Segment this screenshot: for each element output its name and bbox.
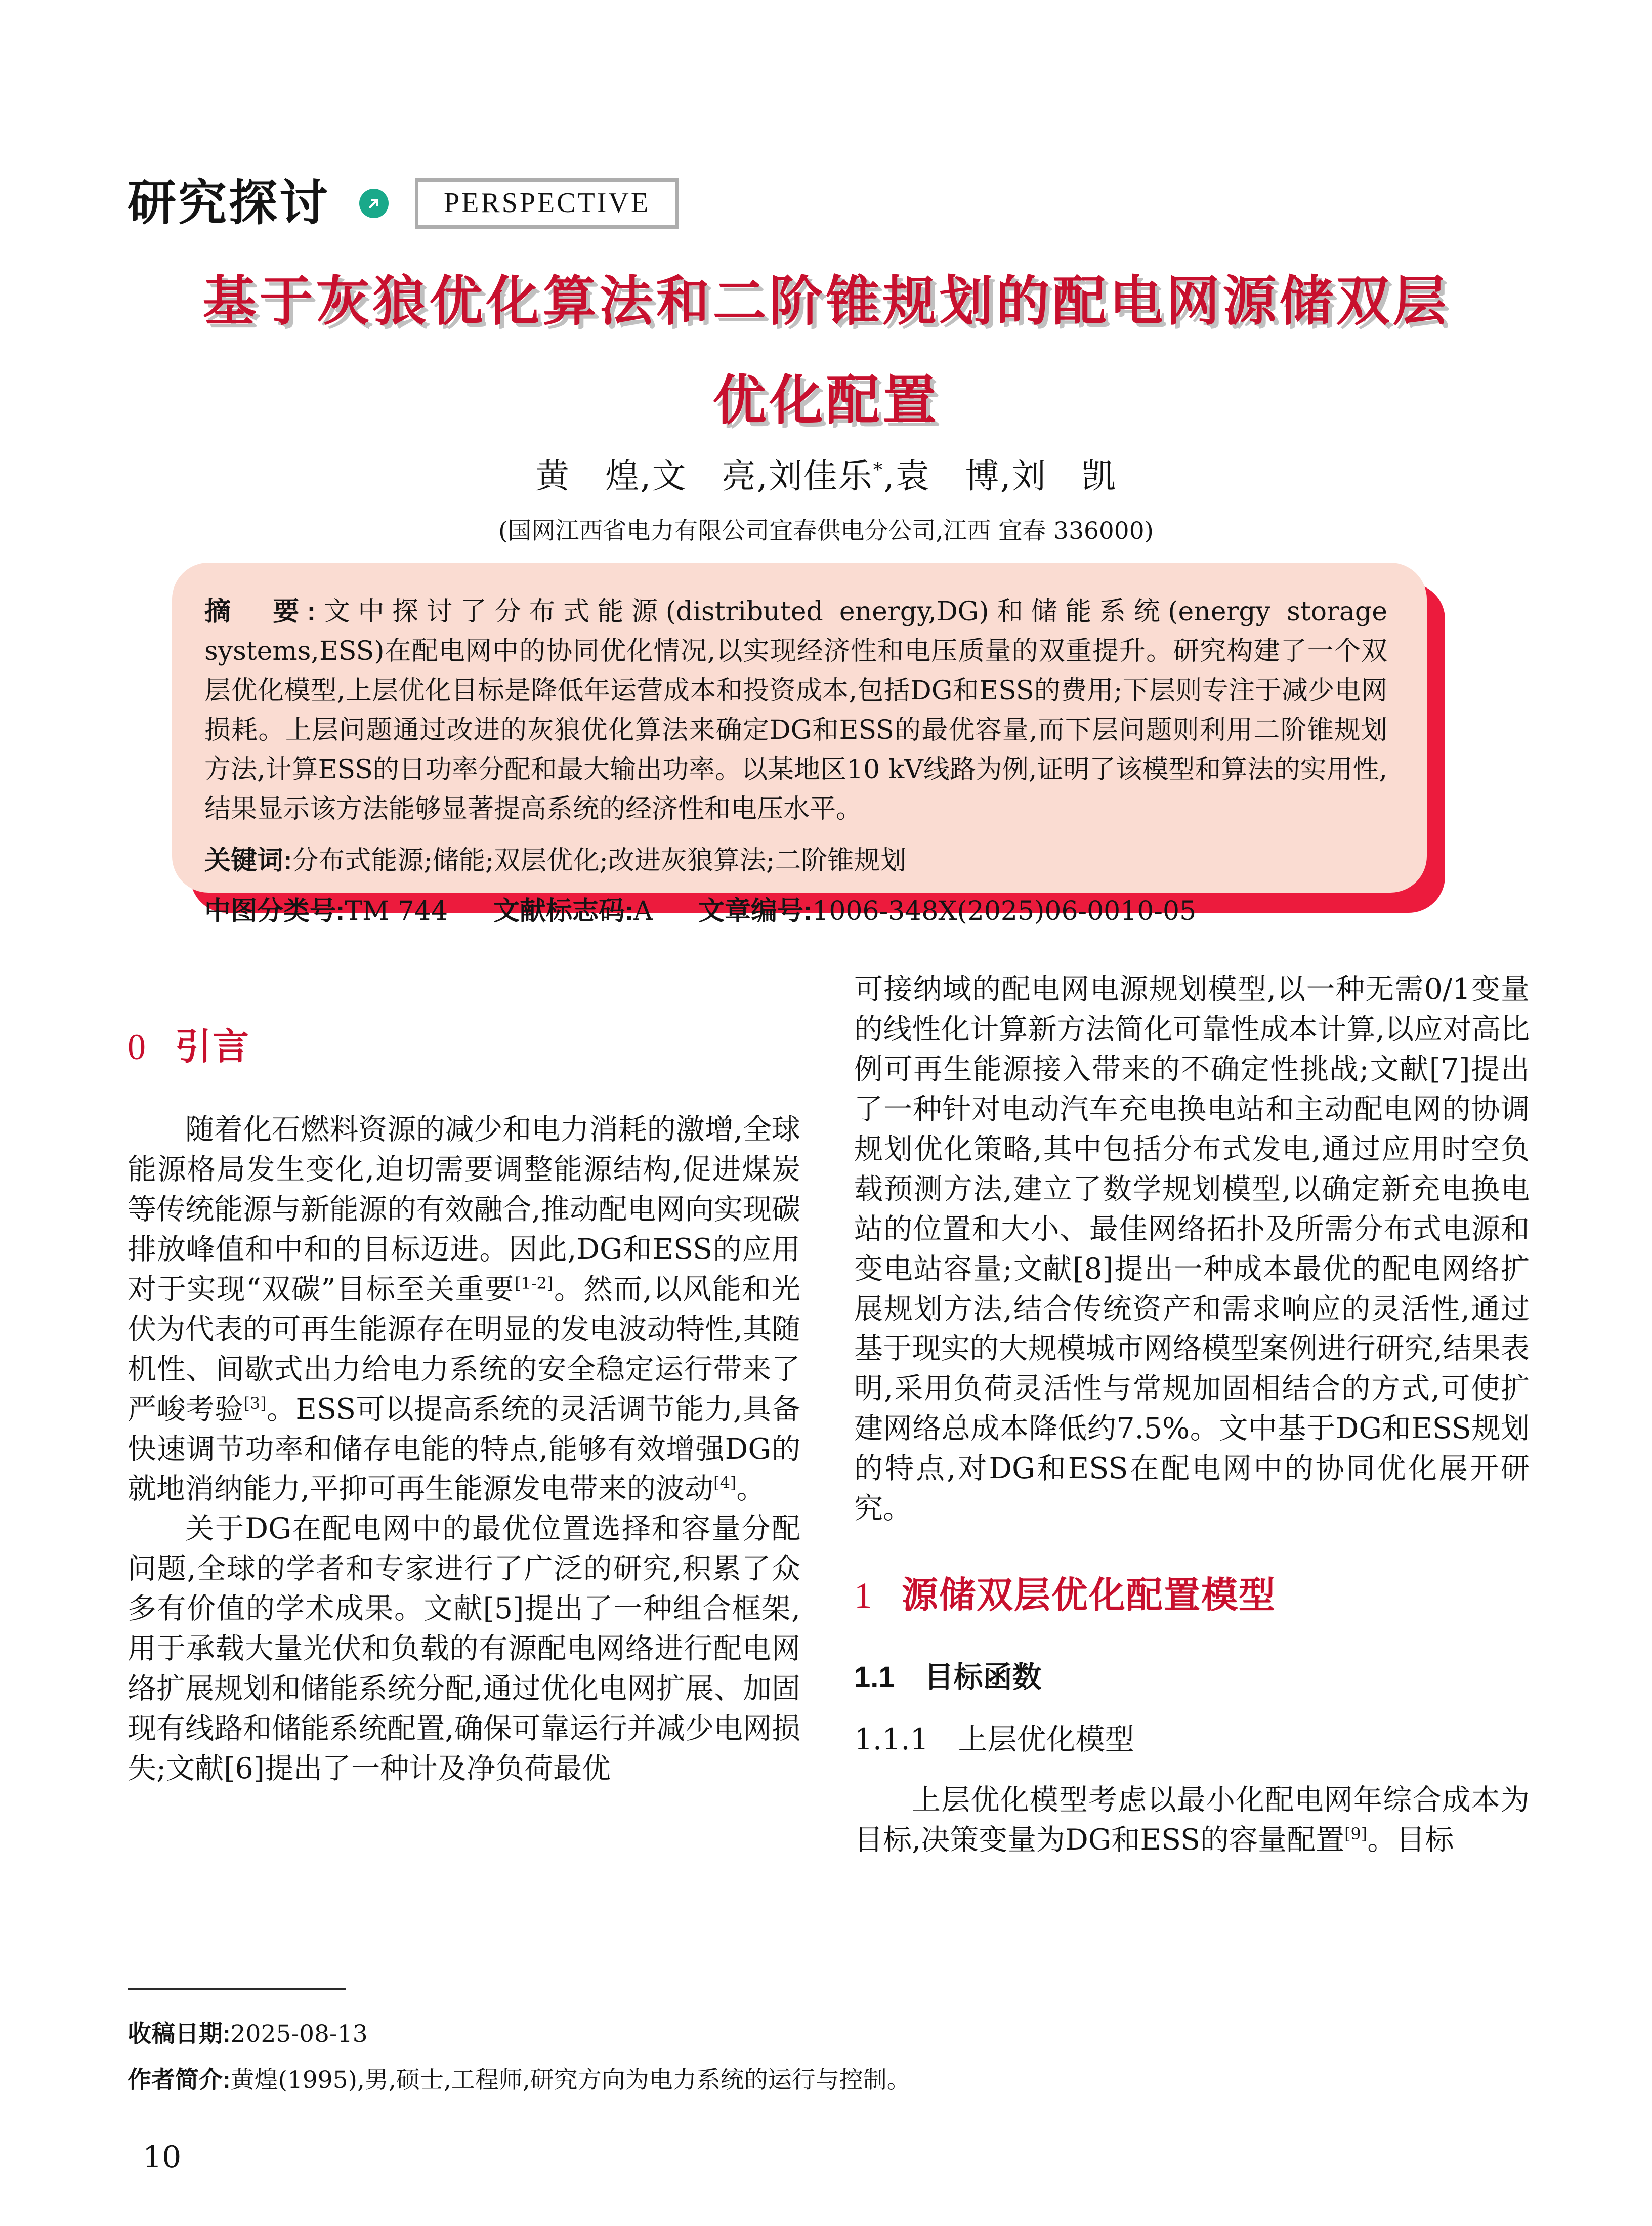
received-date-value: 2025-08-13 — [230, 2020, 368, 2048]
clc-label: 中图分类号: — [204, 897, 345, 926]
abstract-card — [172, 563, 1427, 927]
article-title — [0, 252, 1652, 450]
arrow-up-right-icon — [359, 189, 389, 218]
keywords-label: 关键词: — [204, 846, 292, 875]
authors-names-rest: ,袁 博,刘 凯 — [883, 456, 1117, 496]
doc-code-value: A — [633, 896, 653, 927]
left-column — [128, 1015, 800, 1789]
intro-paragraph-2: 关于DG在配电网中的最优位置选择和容量分配问题,全球的学者和专家进行了广泛的研究,积累了众多有价值的学术成果。文献[5]提出了一种组合框架,用于承载大量光伏和负载的有源配电网络进行配电网络扩展规划和储能系统分配,通过优化电网扩展、加固现有线路和储能系统配置,确保可靠运行并减少电网损失;文献[6]提出了一种计及净负荷最优 — [128, 1512, 800, 1785]
received-date-label: 收稿日期: — [128, 2020, 231, 2047]
keywords-text: 分布式能源;储能;双层优化;改进灰狼算法;二阶锥规划 — [292, 846, 907, 876]
received-date-line — [128, 2017, 917, 2051]
section-0-title: 引言 — [175, 1027, 250, 1067]
doc-code-label: 文献标志码: — [493, 897, 634, 926]
section-1-title: 源储双层优化配置模型 — [902, 1575, 1277, 1616]
subsection-1-1-heading: 1.1 目标函数 — [854, 1661, 1042, 1694]
authors-names: 黄 煌,文 亮,刘佳乐 — [535, 456, 873, 496]
section-0-number: 0 — [128, 1027, 146, 1067]
clc-value: TM 744 — [345, 896, 448, 927]
section-0-heading — [128, 1029, 800, 1065]
column-label: 研究探讨 — [128, 176, 330, 230]
corresponding-author-mark: * — [873, 458, 884, 481]
article-id-value: 1006-348X(2025)06-0010-05 — [812, 896, 1197, 927]
page-number: 10 — [143, 2139, 182, 2175]
section-1-number: 1 — [854, 1575, 872, 1616]
author-bio-text: 黄煌(1995),男,硕士,工程师,研究方向为电力系统的运行与控制。 — [230, 2066, 911, 2094]
intro-paragraph-3: 可接纳域的配电网电源规划模型,以一种无需0/1变量的线性化计算新方法简化可靠性成本计算,以应对高比例可再生能源接入带来的不确定性挑战;文献[7]提出了一种针对电动汽车充电换电站和主动配电网的协调规划优化策略,其中包括分布式发电,通过应用时空负载预测方法,建立了数学规划模型,以确定新充电换电站的位置和大小、最佳网络拓扑及所需分布式电源和变电站容量;文献[8]提出一种成本最优的配电网络扩展规划方法,结合传统资产和需求响应的灵活性,通过基于现实的大规模城市网络模型案例进行研究,结果表明,采用负荷灵活性与常规加固相结合的方式,可使扩建网络总成本降低约7.5%。文中基于DG和ESS规划的特点,对DG和ESS在配电网中的协同优化展开研究。 — [854, 973, 1530, 1526]
title-line-1: 基于灰狼优化算法和二阶锥规划的配电网源储双层 — [202, 272, 1450, 331]
footnote-block — [128, 1988, 917, 2097]
category-badge: PERSPECTIVE — [415, 178, 679, 229]
subsection-1-1-1-heading: 1.1.1 上层优化模型 — [854, 1722, 1134, 1757]
abstract-text — [204, 592, 1387, 829]
article-id-label: 文章编号: — [698, 897, 813, 926]
section-1-heading — [854, 1577, 1530, 1614]
abstract-label: 摘 要: — [204, 597, 316, 626]
header-band — [128, 178, 679, 229]
right-column — [854, 970, 1530, 1860]
keywords-line — [204, 841, 1387, 880]
author-bio-line — [128, 2063, 917, 2097]
footnote-rule — [128, 1988, 346, 1990]
authors-line — [0, 449, 1652, 498]
title-line-2: 优化配置 — [712, 371, 940, 431]
intro-paragraph-1: 随着化石燃料资源的减少和电力消耗的激增,全球能源格局发生变化,迫切需要调整能源结构,促进煤炭等传统能源与新能源的有效融合,推动配电网向实现碳排放峰值和中和的目标迈进。因此,DG和ESS的应用对于实现“双碳”目标至关重要[1-2]。然而,以风能和光伏为代表的可再生能源存在明显的发电波动特性,其随机性、间歇式出力给电力系统的安全稳定运行带来了严峻考验[3]。ESS可以提高系统的灵活调节能力,具备快速调节功率和储存电能的特点,能够有效增强DG的就地消纳能力,平抑可再生能源发电带来的波动[4]。 — [128, 1113, 800, 1506]
author-bio-label: 作者简介: — [128, 2066, 231, 2093]
affiliation: (国网江西省电力有限公司宜春供电分公司,江西 宜春 336000) — [498, 517, 1154, 545]
model-paragraph-1: 上层优化模型考虑以最小化配电网年综合成本为目标,决策变量为DG和ESS的容量配置[9]。目标 — [854, 1783, 1530, 1857]
classification-line — [204, 892, 1387, 931]
abstract-block — [172, 563, 1427, 927]
abstract-body: 文中探讨了分布式能源(distributed energy,DG)和储能系统(energy storage systems,ESS)在配电网中的协同优化情况,以实现经济性和电压质量的双重提升。研究构建了一个双层优化模型,上层优化目标是降低年运营成本和投资成本,包括DG和ESS的费用;下层则专注于减少电网损耗。上层问题通过改进的灰狼优化算法来确定DG和ESS的最优容量,而下层问题则利用二阶锥规划方法,计算ESS的日功率分配和最大输出功率。以某地区10 kV线路为例,证明了该模型和算法的实用性,结果显示该方法能够显著提高系统的经济性和电压水平。 — [204, 597, 1387, 824]
